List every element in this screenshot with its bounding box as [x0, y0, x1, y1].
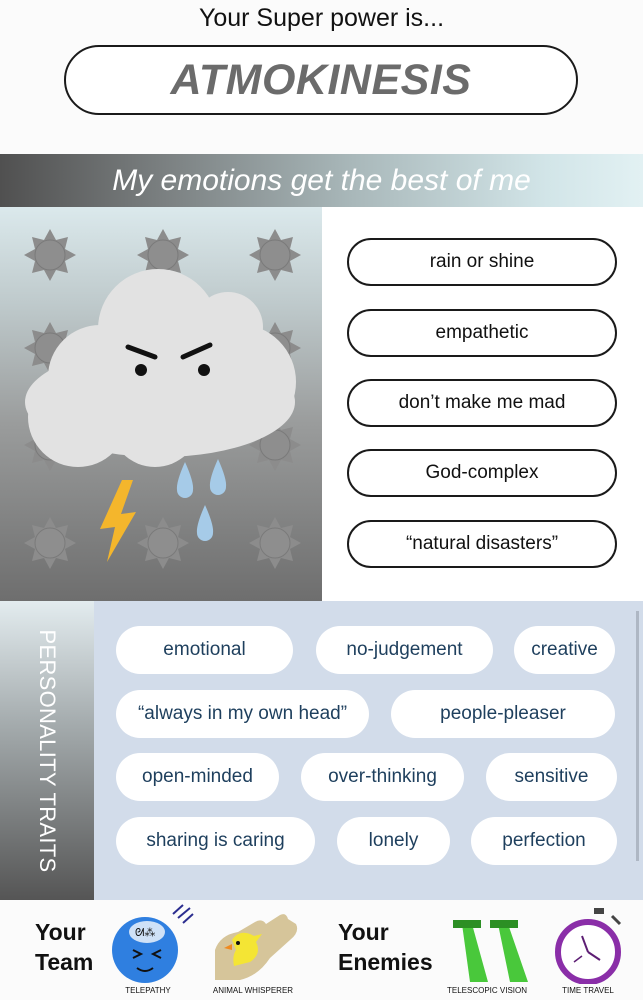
time-travel-caption: TIME TRAVEL	[562, 986, 614, 995]
personality-chip: lonely	[337, 817, 450, 865]
telescopic-vision-caption: TELESCOPIC VISION	[446, 986, 528, 995]
trait-pill: empathetic	[347, 309, 617, 357]
power-name-pill	[64, 45, 578, 115]
trait-pill: God-complex	[347, 449, 617, 497]
team-label-line-2: Team	[35, 949, 94, 975]
personality-chip: “always in my own head”	[116, 690, 369, 738]
telescopic-vision-icon	[450, 912, 535, 984]
personality-label: PERSONALITY TRAITS	[35, 629, 60, 873]
telepathy-icon	[105, 902, 195, 984]
weather-illustration	[0, 207, 322, 601]
footer	[0, 900, 643, 1000]
scrollbar[interactable]	[636, 611, 639, 861]
enemies-label-line-2: Enemies	[338, 949, 433, 975]
team-label-line-1: Your	[35, 919, 86, 945]
enemies-label	[338, 917, 433, 977]
sun-icon	[24, 517, 76, 569]
personality-chip: no-judgement	[316, 626, 493, 674]
trait-pill: don’t make me mad	[347, 379, 617, 427]
sun-icon	[249, 229, 301, 281]
personality-chip: people-pleaser	[391, 690, 615, 738]
sun-icon	[137, 517, 189, 569]
tagline-banner	[0, 154, 643, 207]
trait-pill: “natural disasters”	[347, 520, 617, 568]
intro-heading: Your Super power is...	[198, 4, 445, 32]
animal-whisperer-icon	[210, 910, 300, 982]
svg-text:ᘛ⁂: ᘛ⁂	[135, 926, 156, 939]
trait-pill: rain or shine	[347, 238, 617, 286]
personality-chip: sharing is caring	[116, 817, 315, 865]
personality-chip: sensitive	[486, 753, 617, 801]
raindrop-icon	[177, 459, 226, 541]
animal-whisperer-caption: ANIMAL WHISPERER	[212, 986, 294, 995]
personality-chip: open-minded	[116, 753, 279, 801]
team-label	[35, 917, 93, 977]
power-name: ATMOKINESIS	[170, 55, 472, 104]
personality-side-panel	[0, 601, 94, 900]
sun-icon	[249, 517, 301, 569]
trait-list	[322, 207, 643, 601]
personality-chip: emotional	[116, 626, 293, 674]
telepathy-caption: TELEPATHY	[125, 986, 171, 995]
tagline-text: My emotions get the best of me	[112, 163, 531, 197]
personality-chip: creative	[514, 626, 615, 674]
enemies-label-line-1: Your	[338, 919, 389, 945]
sun-icon	[24, 229, 76, 281]
cloud-icon	[25, 269, 296, 467]
time-travel-icon	[552, 908, 630, 984]
lightning-bolt-icon	[100, 480, 136, 562]
personality-chip: perfection	[471, 817, 617, 865]
personality-chip-area	[94, 601, 643, 900]
personality-chip: over-thinking	[301, 753, 464, 801]
